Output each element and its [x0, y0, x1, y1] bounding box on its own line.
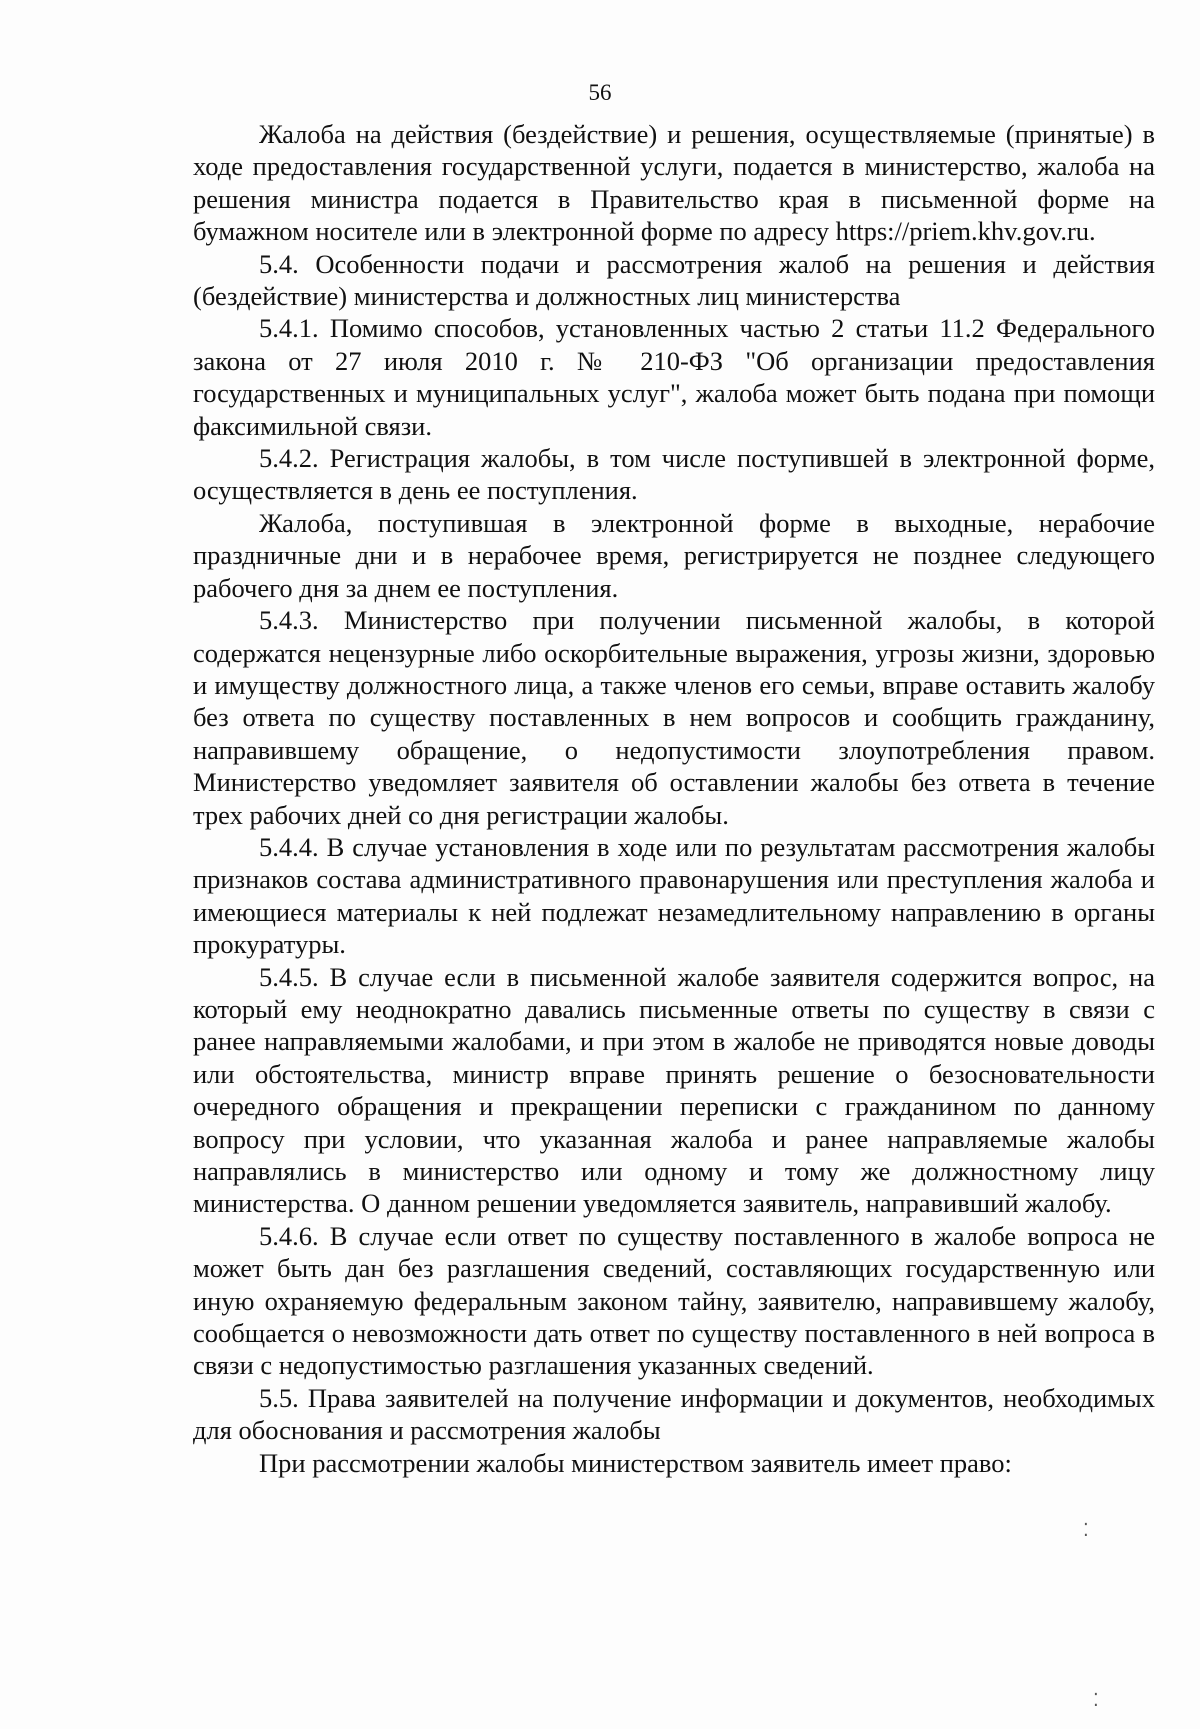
page-number: 56	[588, 80, 612, 105]
paragraph-applicant-rights: При рассмотрении жалобы министерством заявитель имеет право:	[259, 1447, 1012, 1478]
paragraph-complaint-submission: Жалоба на действия (бездействие) и решения, осуществляемые (принятые) в ходе предоставления государственной услуги, подается в министерство, жалоба на решения министра подается в Правительство края в письменной форме на бумажном носителе или в электронной форме по адресу https://priem.khv.gov.ru.	[193, 119, 1155, 247]
section-heading-5-5: 5.5. Права заявителей на получение информации и документов, необходимых для обоснования и рассмотрения жалобы	[193, 1382, 1155, 1446]
paragraph-electronic-registration: Жалоба, поступившая в электронной форме в выходные, нерабочие праздничные дни и в нерабочее время, регистрируется не позднее следующего рабочего дня за днем ее поступления.	[193, 507, 1155, 603]
scan-speck: ⁚	[1083, 1520, 1089, 1540]
paragraph-5-4-6: 5.4.6. В случае если ответ по существу поставленного в жалобе вопроса не может быть дан без разглашения сведений, составляющих государственную или иную охраняемую федеральным законом тайну, заявителю, направившему жалобу, сообщается о невозможности дать ответ по существу поставленного в ней вопроса в связи с недопустимостью разглашения указанных сведений.	[193, 1220, 1155, 1381]
paragraph-5-4-4: 5.4.4. В случае установления в ходе или по результатам рассмотрения жалобы признаков состава административного правонарушения или преступления жалоба и имеющиеся материалы к ней подлежат незамедлительному направлению в органы прокуратуры.	[193, 831, 1155, 960]
scan-speck: ⁚	[1093, 1690, 1099, 1710]
section-heading-5-4: 5.4. Особенности подачи и рассмотрения жалоб на решения и действия (бездействие) министерства и должностных лиц министерства	[193, 248, 1155, 312]
paragraph-5-4-3: 5.4.3. Министерство при получении письменной жалобы, в которой содержатся нецензурные либо оскорбительные выражения, угрозы жизни, здоровью и имуществу должностного лица, а также членов его семьи, вправе оставить жалобу без ответа по существу поставленных в нем вопросов и сообщить гражданину, направившему обращение, о недопустимости злоупотребления правом. Министерство уведомляет заявителя об оставлении жалобы без ответа в течение трех рабочих дней со дня регистрации жалобы.	[193, 605, 1155, 830]
paragraph-5-4-5: 5.4.5. В случае если в письменной жалобе заявителя содержится вопрос, на который ему неоднократно давались письменные ответы по существу в связи с ранее направляемыми жалобами, и при этом в жалобе не приводятся новые доводы или обстоятельства, министр вправе принять решение о безосновательности очередного обращения и прекращении переписки с гражданином по данному вопросу при условии, что указанная жалоба и ранее направляемые жалобы направлялись в министерство или одному и тому же должностному лицу министерства. О данном решении уведомляется заявитель, направивший жалобу.	[193, 961, 1155, 1219]
document-body	[193, 118, 1155, 1479]
paragraph-5-4-2: 5.4.2. Регистрация жалобы, в том числе поступившей в электронной форме, осуществляется в день ее поступления.	[193, 443, 1155, 506]
paragraph-5-4-1: 5.4.1. Помимо способов, установленных частью 2 статьи 11.2 Федерального закона от 27 июля 2010 г. № 210-ФЗ "Об организации предоставления государственных и муниципальных услуг", жалоба может быть подана при помощи факсимильной связи.	[193, 313, 1155, 441]
